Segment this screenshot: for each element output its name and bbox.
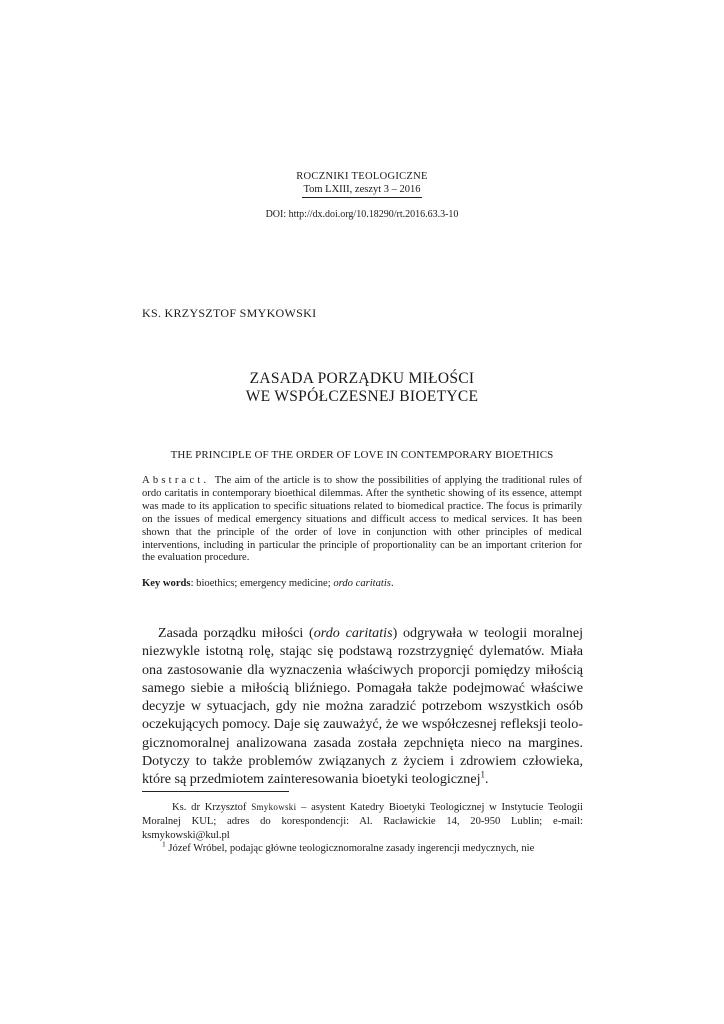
- journal-issue-line: [0, 183, 724, 198]
- author-note-surname: Smykowski: [251, 802, 297, 812]
- journal-issue: Tom LXIII, zeszyt 3 – 2016: [302, 183, 421, 198]
- abstract: [142, 475, 582, 565]
- body-paragraph: [142, 624, 583, 789]
- abstract-lead: Abstract.: [142, 475, 210, 486]
- author-name: KS. KRZYSZTOF SMYKOWSKI: [142, 306, 317, 320]
- footnote-1-number: 1: [162, 839, 166, 849]
- title-line-1: ZASADA PORZĄDKU MIŁOŚCI: [249, 370, 475, 387]
- abstract-text: The aim of the article is to show the possibilities of applying the traditional rules of ordo caritatis in contemporary bioethical dilemmas. After the synthetic showing of its essence, attempt was made to its application to specific situations related to biomedical practice. The focus is primarily on the issues of medical emergency situations and difficult access to medical services. It has been shown that the principle of the order of love in conjunction with other principles of medical interventions, including in particular the principle of proportionality can be an important criterion for the evaluation procedure.: [142, 475, 582, 564]
- body-italic: ordo caritatis: [313, 625, 393, 641]
- body-end: .: [485, 771, 489, 788]
- keywords-plain: : bioethics; emergency medicine;: [190, 578, 334, 589]
- footnote-1: [142, 839, 583, 856]
- body-part-1: Zasada porządku miłości (: [158, 625, 314, 641]
- author-note-rest: – asystent Katedry Bioetyki Teologicznej w Instytucie Teologii Moralnej KUL; adres do korespondencji: Al. Racławickie 14, 20-950 Lublin; e-mail: ksmykowski@kul.pl: [142, 802, 583, 841]
- journal-name: ROCZNIKI TEOLOGICZNE: [296, 171, 428, 182]
- keywords-end: .: [390, 578, 394, 589]
- english-title: THE PRINCIPLE OF THE ORDER OF LOVE IN CONTEMPORARY BIOETHICS: [170, 449, 554, 461]
- doi-line: DOI: http://dx.doi.org/10.18290/rt.2016.63.3-10: [265, 209, 459, 220]
- footnote-reference[interactable]: 1: [480, 769, 486, 780]
- author-footnote: [142, 801, 583, 842]
- footnote-divider: [142, 791, 289, 792]
- author-note-start: Ks. dr Krzysztof: [172, 802, 252, 813]
- body-part-2: ) odgrywała w teologii moralnej niezwykle istotną rolę, stając się podstawą rozstrzygnięć dylematów. Miała ona zastosowanie dla wyznaczenia właściwych proporcji pomiędzy miłością samego siebie a miłością bliźniego. Pomagała także podejmować właściwe decyzje w sytuacjach, gdy nie można zaradzić potrzebom wszystkich osób oczekujących pomocy. Daje się zauważyć, że we współczesnej refleksji teologicznomoralnej analizowana zasada została zepchnięta nieco na margines. Dotyczy to także problemów związanych z życiem i zdrowiem człowieka, które są przedmiotem zainteresowania bioetyki teologicznej: [142, 625, 583, 788]
- footnote-1-text: Józef Wróbel, podając główne teologicznomoralne zasady ingerencji medycznych, nie: [165, 843, 535, 855]
- keywords-italic: ordo caritatis: [333, 578, 391, 589]
- title-line-2: WE WSPÓŁCZESNEJ BIOETYCE: [245, 388, 479, 405]
- footnotes: [142, 801, 583, 856]
- keywords-label: Key words: [142, 578, 191, 589]
- article-title: [0, 370, 724, 406]
- keywords: [142, 577, 582, 590]
